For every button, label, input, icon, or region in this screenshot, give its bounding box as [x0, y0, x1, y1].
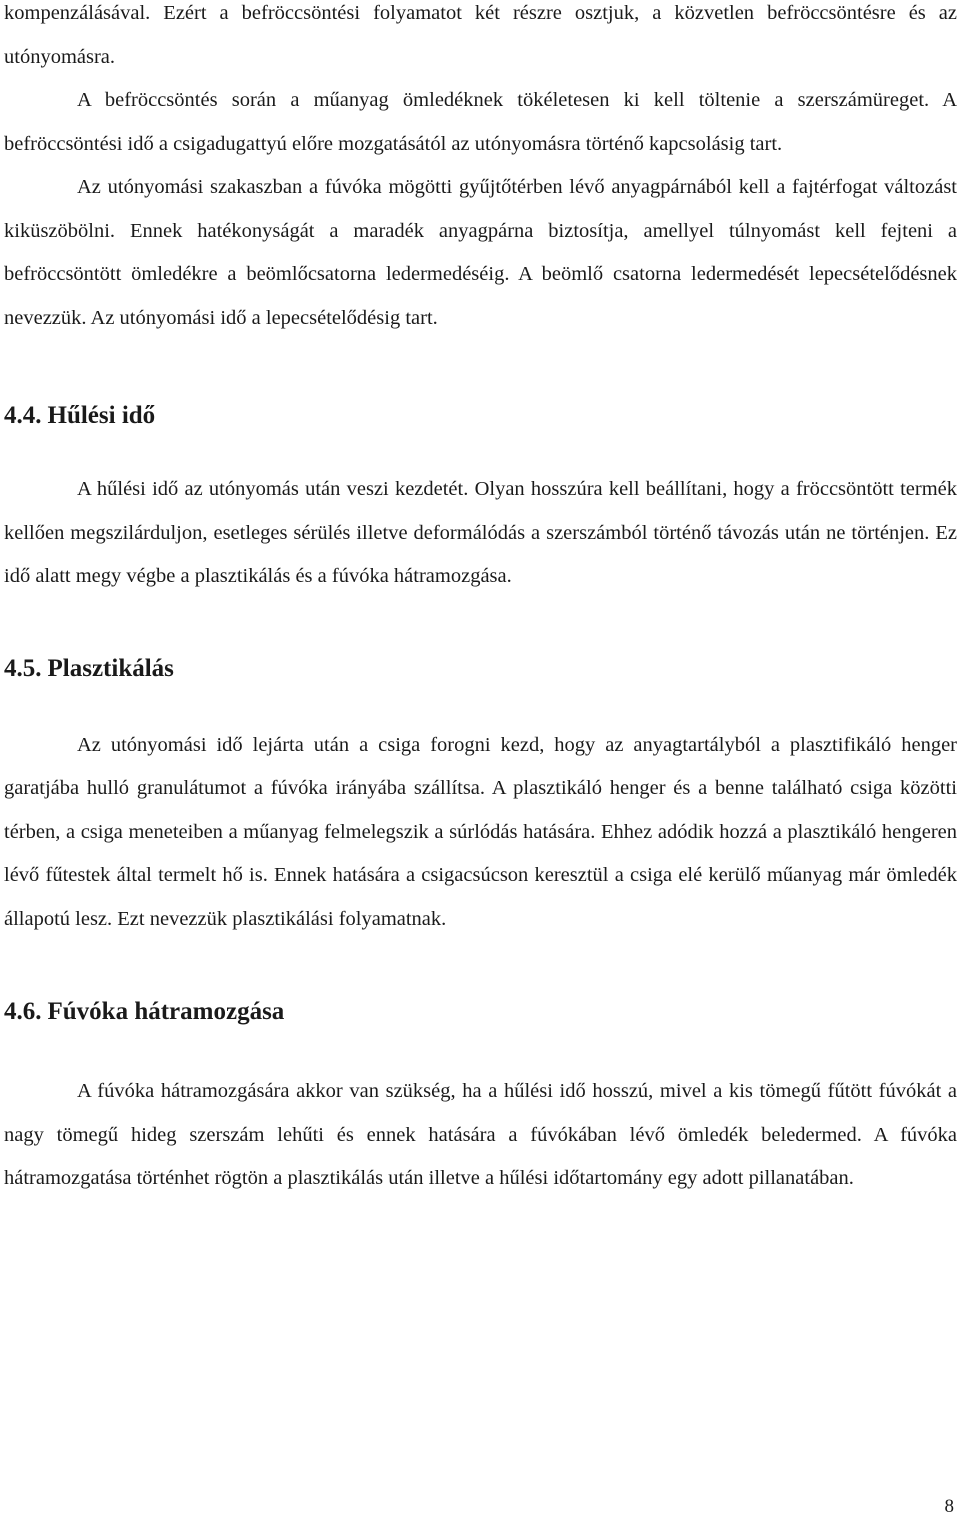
- paragraph-continued: kompenzálásával. Ezért a befröccsöntési folyamatot két részre osztjuk, a közvetlen befröccsöntésre és az utónyomásra.: [4, 2, 957, 68]
- section-number: 4.6.: [4, 998, 42, 1025]
- section-number: 4.5.: [4, 654, 42, 682]
- section-number: 4.4.: [4, 402, 42, 429]
- section-title: Hűlési idő: [47, 402, 156, 429]
- section-heading-plasticizing: [4, 654, 957, 684]
- paragraph-plasticizing: Az utónyomási idő lejárta után a csiga forogni kezd, hogy az anyagtartályból a plasztifikáló henger garatjába hulló granulátumot a fúvóka irányába szállítsa. A plasztikáló henger és a benne található csiga közötti térben, a csiga meneteiben a műanyag felmelegszik a súrlódás hatására. Ehhez adódik hozzá a plasztikáló hengeren lévő fűtestek által termelt hő is. Ennek hatására a csigacsúcson keresztül a csiga elé kerülő műanyag már ömledék állapotú lesz. Ezt nevezzük plasztikálási folyamatnak.: [4, 733, 957, 930]
- document-page: [4, 0, 957, 1201]
- section-heading-cooling: [4, 401, 957, 431]
- paragraph-cooling: A hűlési idő az utónyomás után veszi kezdetét. Olyan hosszúra kell beállítani, hogy a fröccsöntött termék kellően megszilárduljon, esetleges sérülés illetve deformálódás a szerszámból történő távozás után ne történjen. Ez idő alatt megy végbe a plasztikálás és a fúvóka hátramozgása.: [4, 478, 957, 587]
- paragraph-nozzle: A fúvóka hátramozgására akkor van szükség, ha a hűlési idő hosszú, mivel a kis tömegű fűtött fúvókát a nagy tömegű hideg szerszám lehűti és ennek hatására a fúvókában lévő ömledék beledermed. A fúvóka hátramozgatása történhet rögtön a plasztikálás után illetve a hűlési időtartomány egy adott pillanatában.: [4, 1080, 957, 1189]
- section-title: Fúvóka hátramozgása: [47, 998, 285, 1025]
- paragraph-injection: A befröccsöntés során a műanyag ömledéknek tökéletesen ki kell töltenie a szerszámüreget. A befröccsöntési idő a csigadugattyú előre mozgatásától az utónyomásra történő kapcsolásig tart.: [4, 89, 957, 155]
- section-title: Plasztikálás: [47, 654, 174, 682]
- paragraph-holding-pressure: Az utónyomási szakaszban a fúvóka mögötti gyűjtőtérben lévő anyagpárnából kell a fajtérfogat változást kiküszöbölni. Ennek hatékonyságát a maradék anyagpárna biztosítja, amellyel túlnyomást kell fejteni a befröccsöntött ömledékre a beömlőcsatorna ledermedéséig. A beömlő csatorna ledermedését lepecsételődésnek nevezzük. Az utónyomási idő a lepecsételődésig tart.: [4, 176, 957, 329]
- page-number: 8: [944, 1496, 954, 1517]
- section-heading-nozzle: [4, 997, 957, 1027]
